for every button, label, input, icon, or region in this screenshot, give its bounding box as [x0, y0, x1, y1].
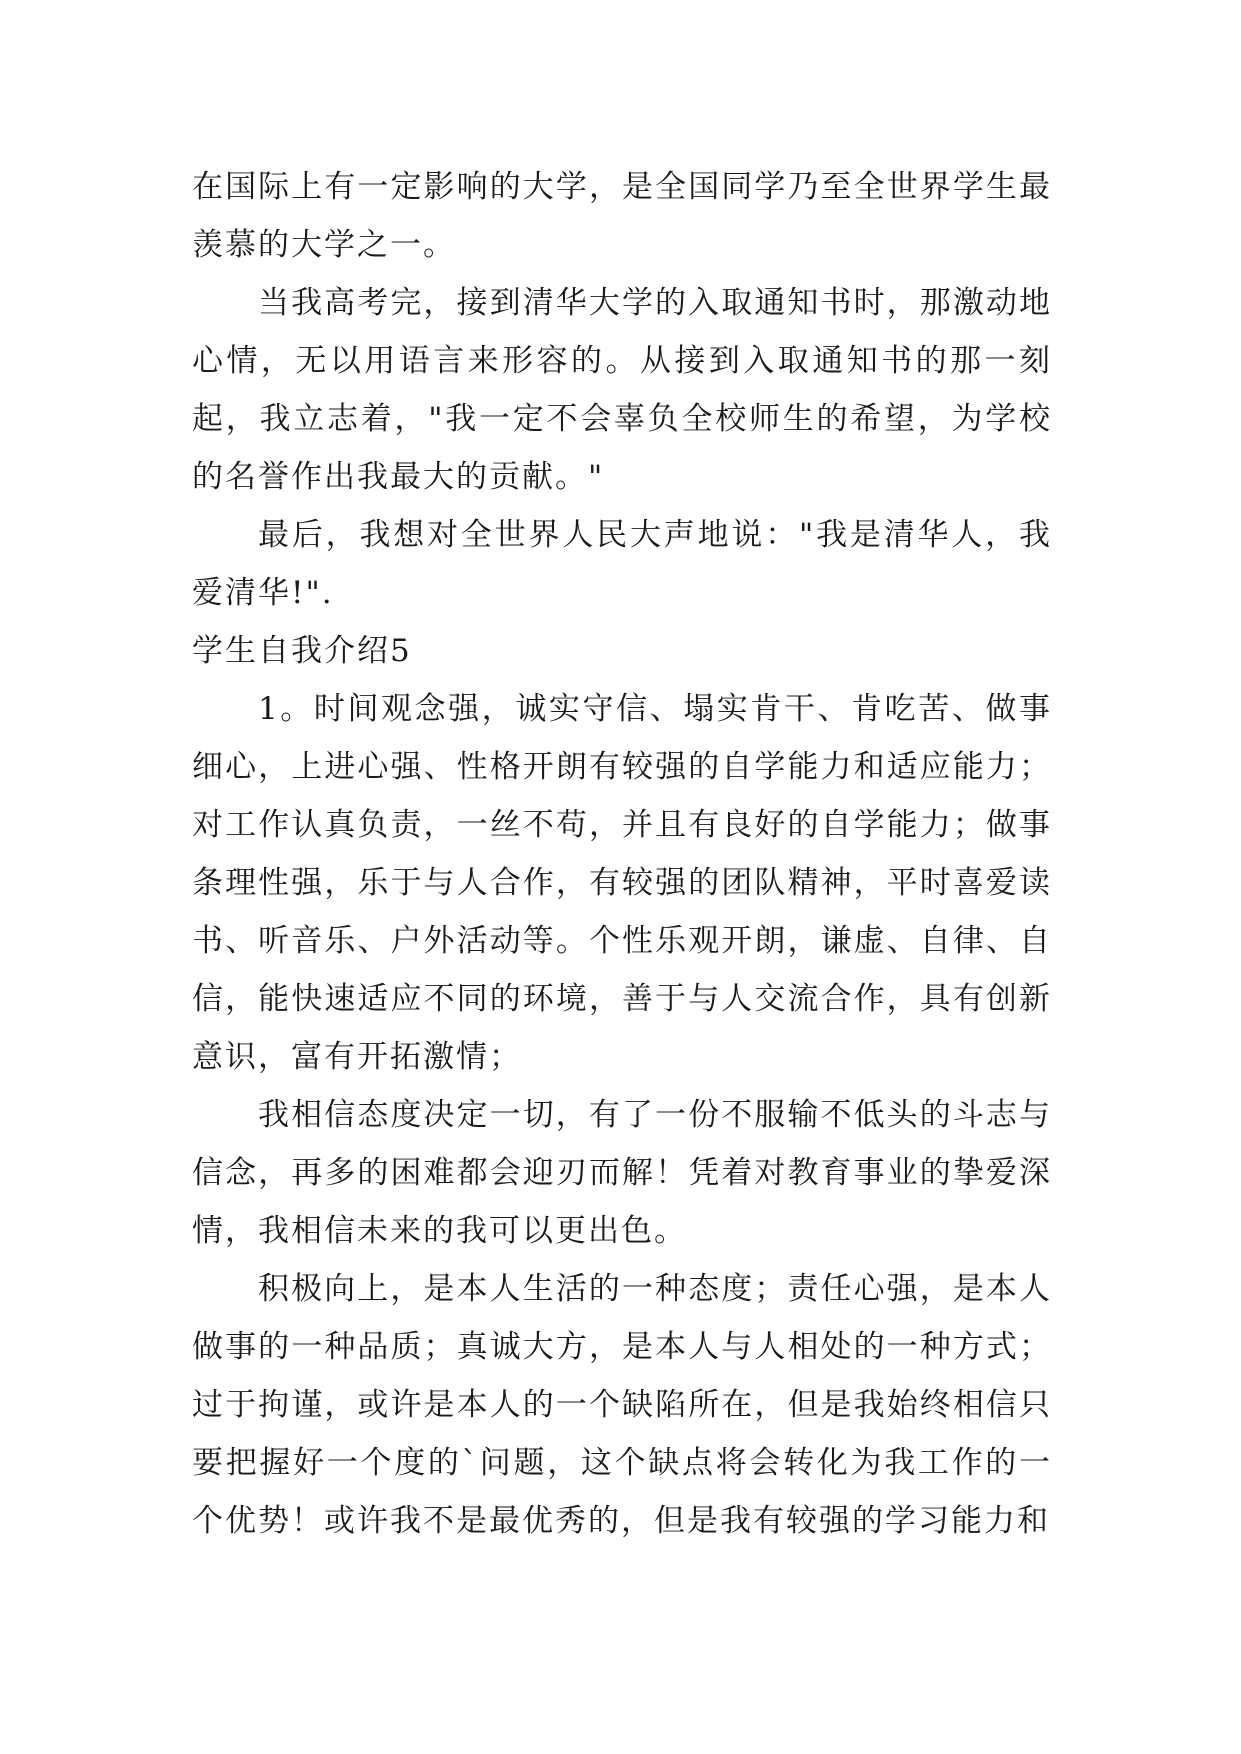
paragraph: 最后，我想对全世界人民大声地说："我是清华人，我爱清华!". [192, 517, 1052, 611]
section-heading: 学生自我介绍5 [192, 633, 412, 669]
paragraph: 1。时间观念强，诚实守信、塌实肯干、肯吃苦、做事细心，上进心强、性格开朗有较强的自学能力和适应能力；对工作认真负责，一丝不苟，并且有良好的自学能力；做事条理性强，乐于与人合作，有较强的团队精神，平时喜爱读书、听音乐、户外活动等。个性乐观开朗，谦虚、自律、自信，能快速适应不同的环境，善于与人交流合作，具有创新意识，富有开拓激情； [192, 691, 1052, 1075]
paragraph: 我相信态度决定一切，有了一份不服输不低头的斗志与信念，再多的困难都会迎刃而解！凭着对教育事业的挚爱深情，我相信未来的我可以更出色。 [192, 1097, 1052, 1249]
paragraph: 当我高考完，接到清华大学的入取通知书时，那激动地心情，无以用语言来形容的。从接到入取通知书的那一刻起，我立志着，"我一定不会辜负全校师生的希望，为学校的名誉作出我最大的贡献。" [192, 285, 1052, 495]
paragraph: 积极向上，是本人生活的一种态度；责任心强，是本人做事的一种品质；真诚大方，是本人与人相处的一种方式；过于拘谨，或许是本人的一个缺陷所在，但是我始终相信只要把握好一个度的`问题，这个缺点将会转化为我工作的一个优势！或许我不是最优秀的，但是我有较强的学习能力和 [192, 1271, 1052, 1539]
document-body [192, 158, 1052, 1550]
paragraph: 在国际上有一定影响的大学，是全国同学乃至全世界学生最羡慕的大学之一。 [192, 169, 1052, 263]
